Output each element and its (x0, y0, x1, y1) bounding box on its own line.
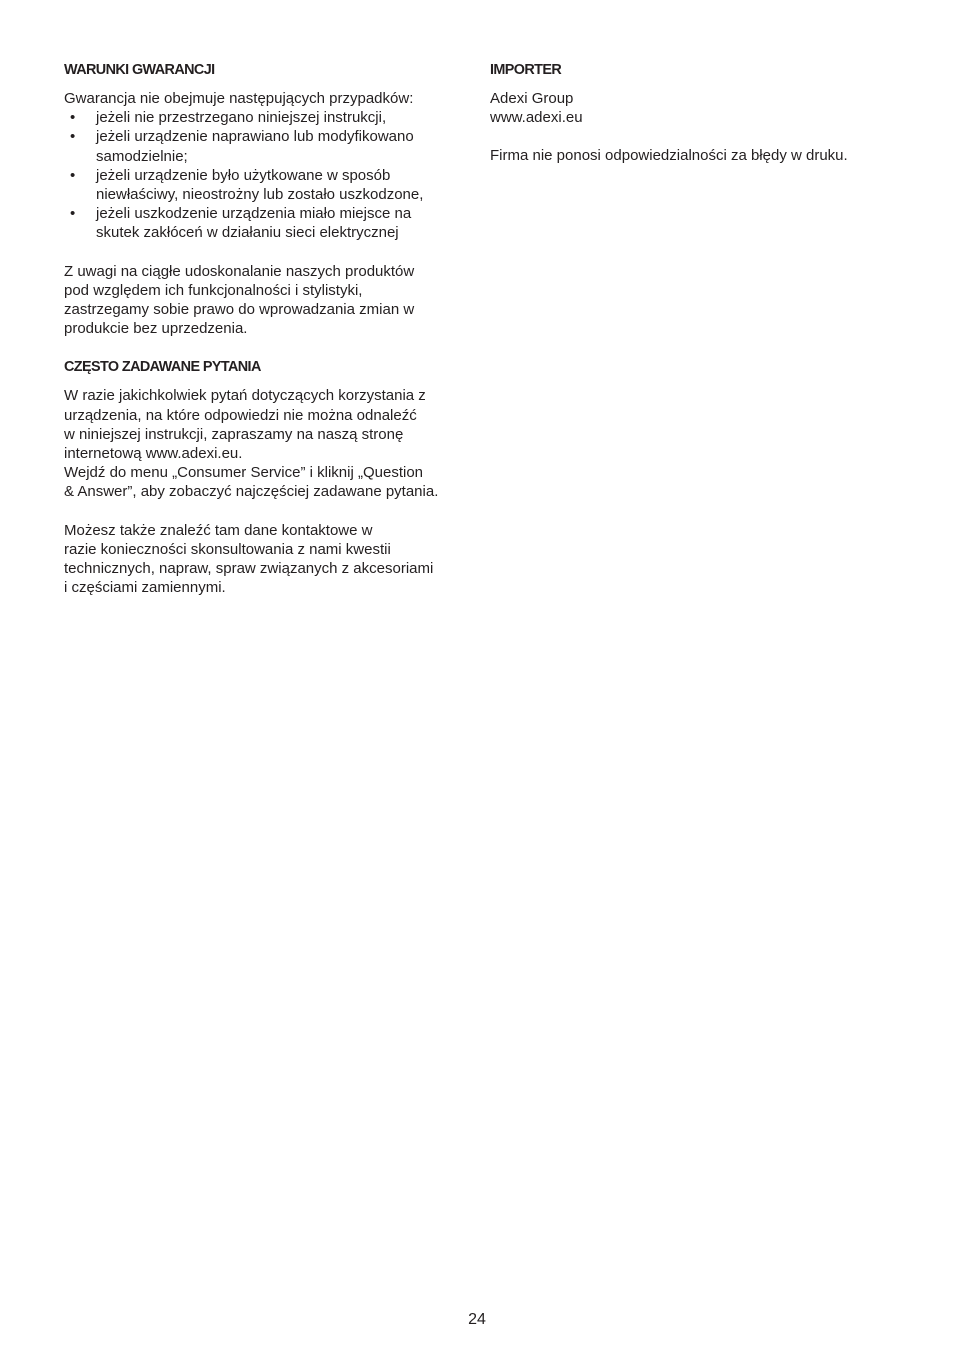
faq-section (64, 358, 464, 597)
list-item: • jeżeli nie przestrzegano niniejszej instrukcji, (70, 109, 387, 127)
bullet-icon: • (70, 128, 76, 146)
importer-company: Adexi Group (490, 90, 574, 107)
right-column (490, 61, 900, 166)
importer-website: www.adexi.eu (490, 109, 583, 127)
warranty-note: Z uwagi na ciągłe udoskonalanie naszych produktów pod względem ich funkcjonalności i stylistyki, zastrzegamy sobie prawo do wprowadzania zmian w produkcie bez uprzedzenia. (64, 262, 415, 338)
page-number: 24 (468, 1311, 486, 1328)
bullet-icon: • (70, 205, 76, 223)
warranty-heading: WARUNKI GWARANCJI (64, 62, 215, 78)
faq-paragraph-2: Możesz także znaleźć tam dane kontaktowe w razie konieczności skonsultowania z nami kwestii technicznych, napraw, spraw związanych z akcesoriami i częściami zamiennymi. (64, 521, 434, 597)
importer-section (490, 61, 900, 166)
warranty-intro: Gwarancja nie obejmuje następujących przypadków: (64, 90, 414, 107)
list-item: • jeżeli urządzenie było użytkowane w sposób niewłaściwy, nieostrożny lub zostało uszkodzone, (70, 166, 424, 204)
importer-heading: IMPORTER (490, 62, 562, 78)
importer-disclaimer: Firma nie ponosi odpowiedzialności za błędy w druku. (490, 147, 848, 165)
list-item: • jeżeli urządzenie naprawiano lub modyfikowano samodzielnie; (70, 128, 414, 165)
list-item: • jeżeli uszkodzenie urządzenia miało miejsce na skutek zakłóceń w działaniu sieci elektrycznej (70, 205, 412, 242)
faq-heading: CZĘSTO ZADAWANE PYTANIA (64, 359, 261, 376)
bullet-icon: • (70, 166, 76, 184)
left-column (64, 61, 464, 597)
warranty-exclusions-list (64, 108, 464, 242)
bullet-icon: • (70, 109, 76, 127)
faq-paragraph-1: W razie jakichkolwiek pytań dotyczących korzystania z urządzenia, na które odpowiedzi nie można odnaleźć w niniejszej instrukcji, zapraszamy na naszą stronę internetową www.adexi.eu. Wejdź do menu „Consumer Service” i kliknij „Question & Answer”, aby zobaczyć najczęściej zadawane pytania. (64, 387, 439, 501)
warranty-section (64, 61, 464, 338)
